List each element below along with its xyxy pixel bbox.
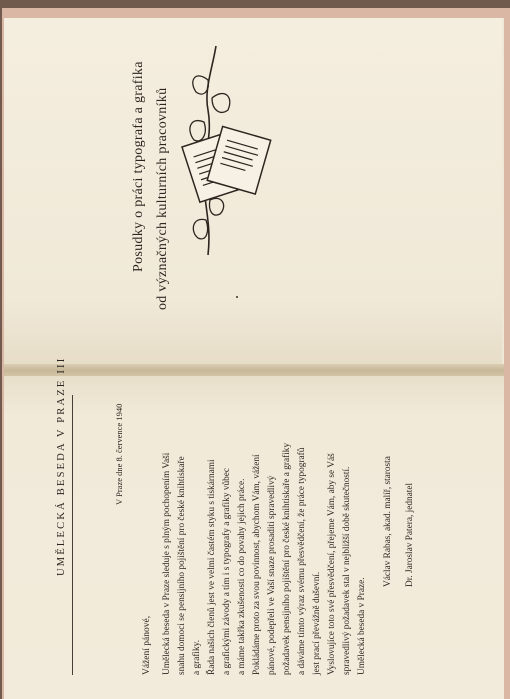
illustration-drawing [168, 40, 278, 260]
leaf-5 [209, 198, 223, 215]
papers-and-leaves-illustration [168, 40, 278, 265]
letter-heading: UMĚLECKÁ BESEDA V PRAZE III [56, 356, 67, 576]
leaf-3 [190, 121, 205, 141]
letter-line-13: spravedlivý požadavek stal v nejbližší době skutečností. [342, 466, 352, 675]
letter-line-2: snahu domoci se pensijního pojištění pro české knihtiskaře [177, 456, 187, 675]
paper-speck [236, 296, 238, 298]
letter-greeting: Vážení pánové, [142, 615, 152, 675]
letter-date: V Praze dne 8. července 1940 [114, 403, 124, 505]
letter-line-3: a grafiky. [192, 639, 202, 675]
letter-line-12: Vyslovujíce toto své přesvědčení, přejeme Vám, aby se Váš [327, 453, 337, 675]
letter-line-7: Pokládáme proto za svou povinnost, abychom Vám, vážení [252, 454, 262, 675]
page-title-line-1: Posudky o práci typografa a grafika [131, 61, 146, 272]
letter-line-6: a máme takřka zkušenosti co do povahy jejich práce. [237, 478, 247, 675]
leaf-2 [212, 94, 230, 113]
letter-line-9: požadavek pensijního pojištění pro české knihtiskaře a grafiky [282, 442, 292, 675]
letter-line-10: a dáváme tímto výraz svému přesvědčení, že práce typografů [297, 447, 307, 675]
leaf-1 [193, 76, 209, 94]
letter-line-11: jest prací převážně duševní. [312, 571, 322, 675]
signature-2: Dr. Jaroslav Patera, jednatel [405, 482, 415, 587]
heading-rule [72, 395, 73, 675]
letter-line-8: pánové, podepřeli ve Vaší snaze prosaditi spravedlivý [267, 475, 277, 675]
letter-line-5: a grafickými závody a tím i s typografy a grafiky vůbec [222, 467, 232, 675]
letter-line-14: Umělecká beseda v Praze. [357, 577, 367, 675]
page-title-line-2: od význačných kulturních pracovníků [155, 87, 170, 310]
leaf-4 [193, 219, 207, 239]
letter-line-1: Umělecká beseda v Praze sleduje s plným pochopením Vaši [162, 452, 172, 675]
signature-1: Václav Rabas, akad. malíř, starosta [383, 456, 393, 587]
letter-line-4: Řada našich členů jest ve velmi častém styku s tiskárnami [207, 459, 217, 675]
